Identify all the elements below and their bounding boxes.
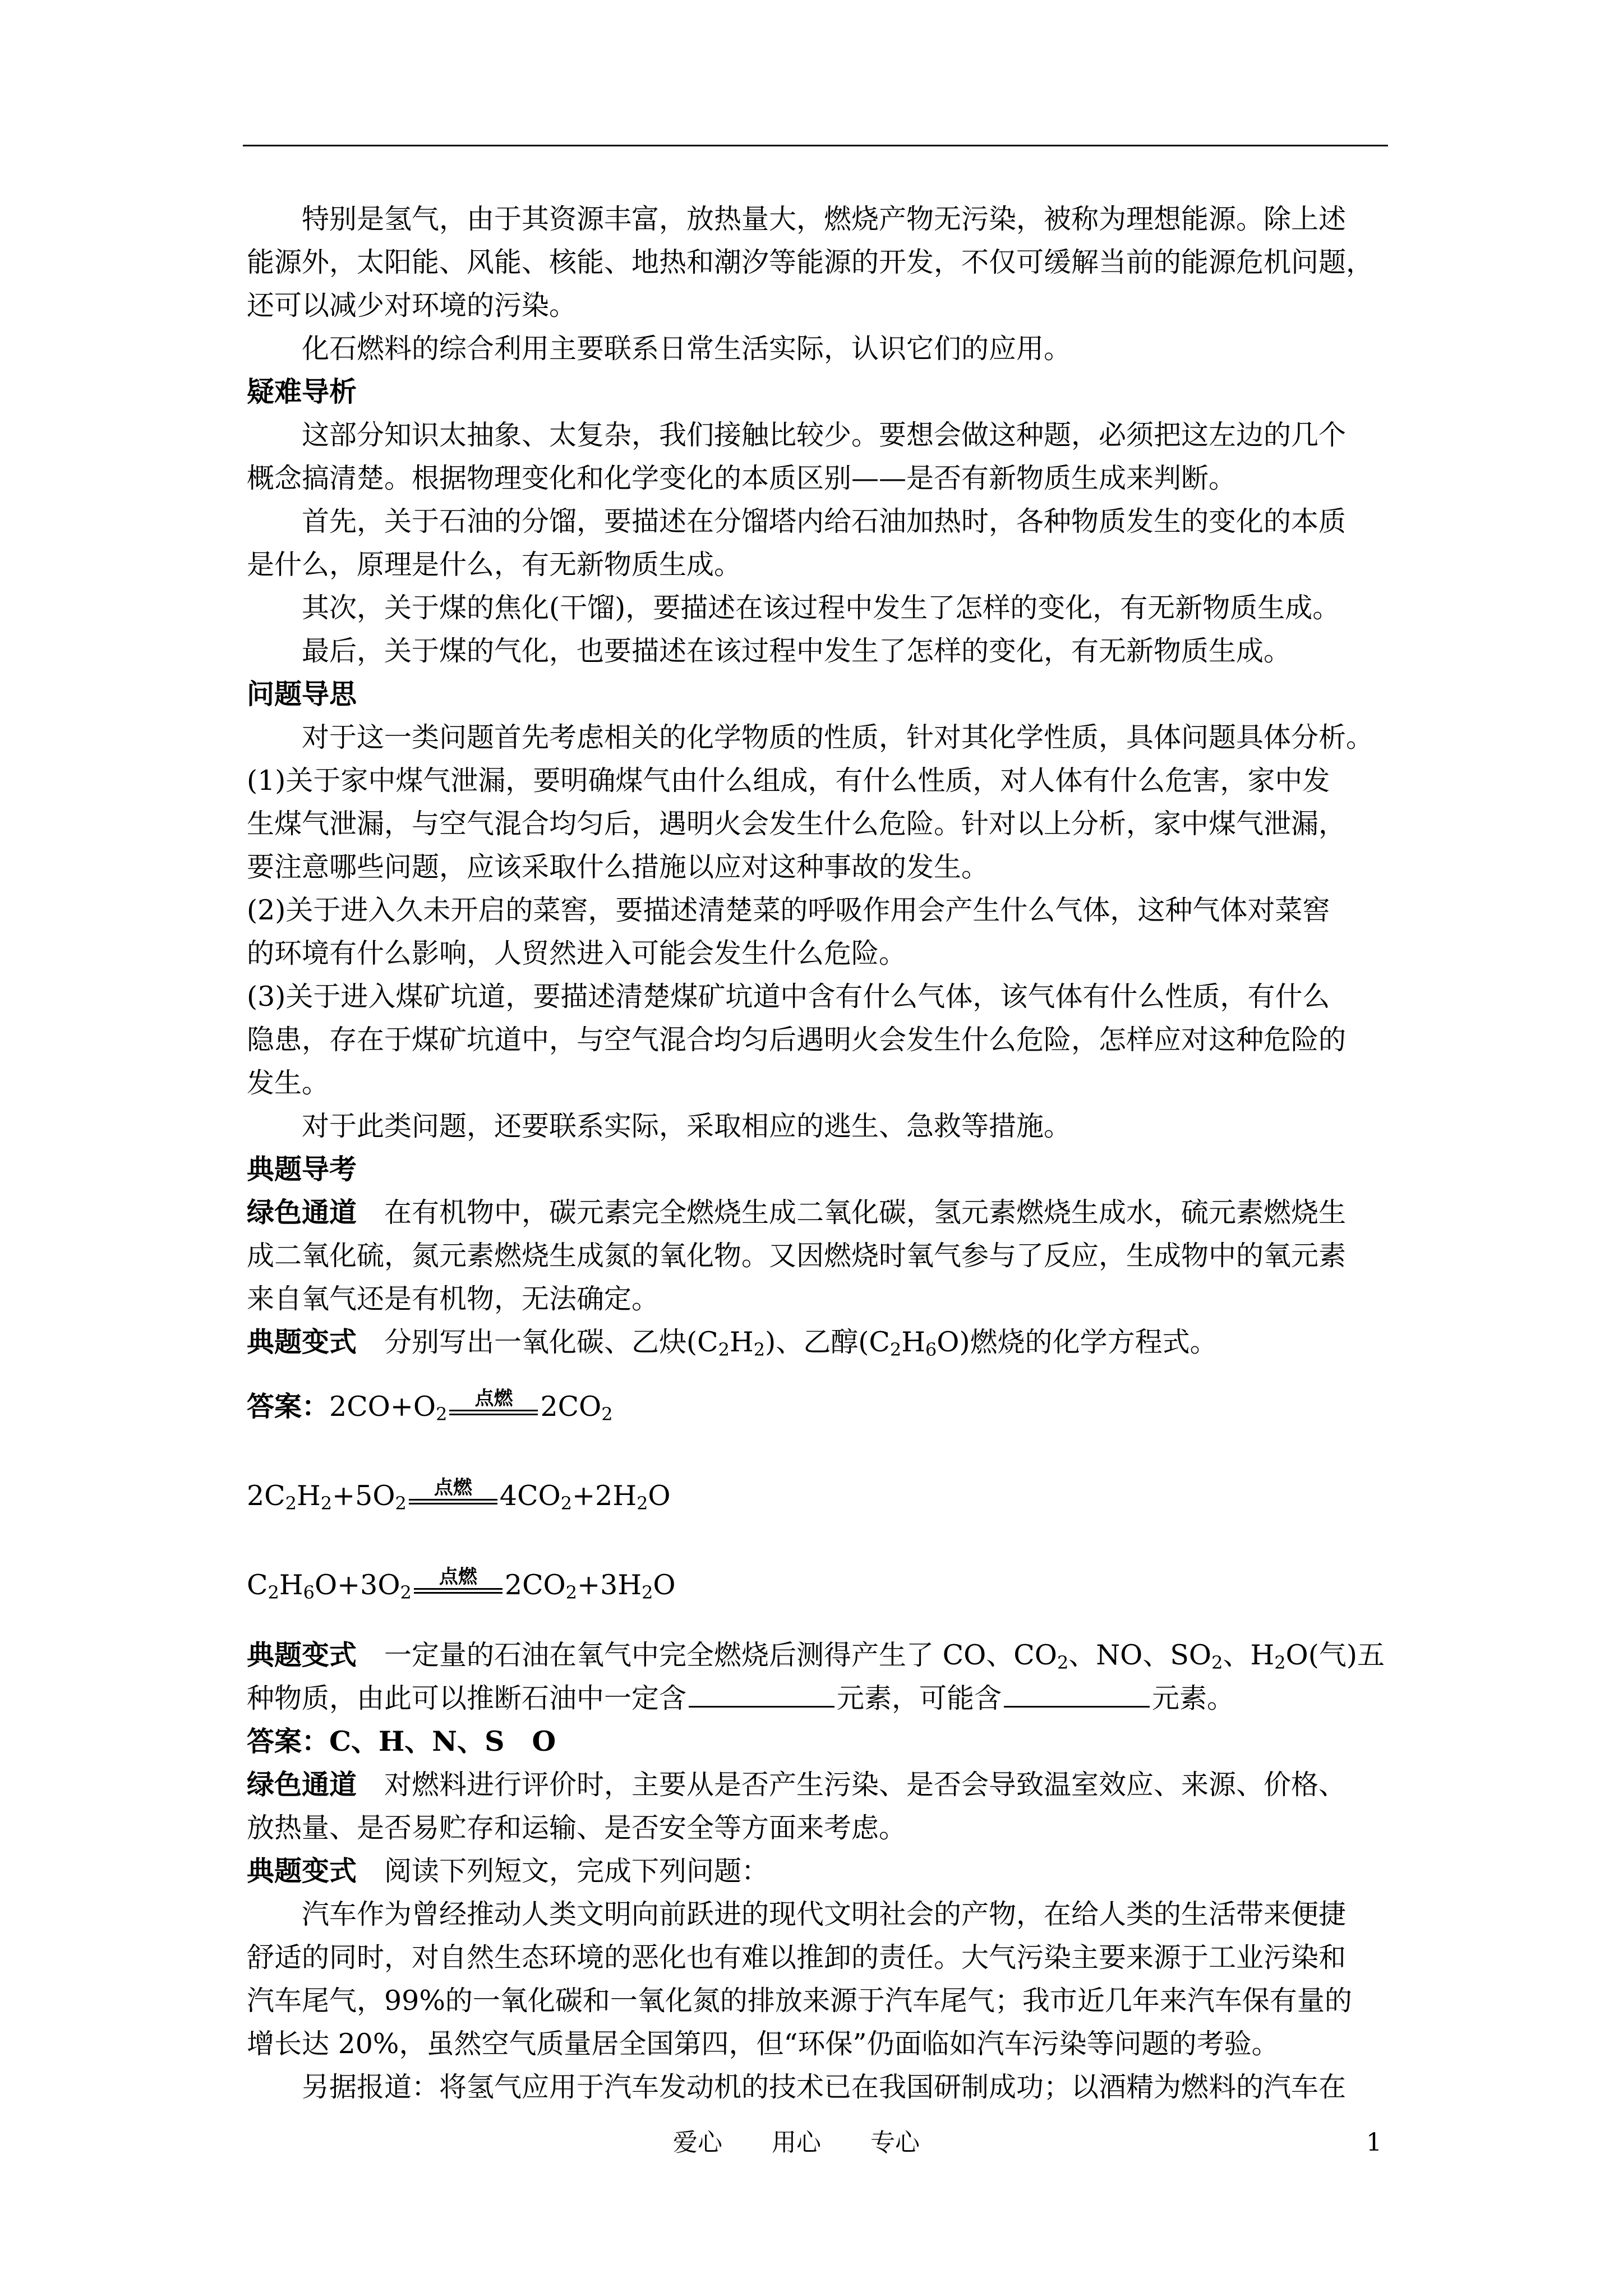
equation-acetylene: $2C_2H_2+5O_2$ 点燃 $4CO_2+2H_2O$ [247, 1476, 671, 1514]
paragraph-line [247, 1849, 1396, 1893]
equation-text: +5O [332, 1480, 395, 1512]
section-heading-thinking: 问题导思 [247, 678, 357, 710]
equation-text: +2H [572, 1480, 637, 1512]
paragraph-line: 生煤气泄漏，与空气混合均匀后，遇明火会发生什么危险。针对以上分析，家中煤气泄漏， [247, 808, 1347, 840]
page-number: 1 [1366, 2128, 1382, 2157]
condition-label: 点燃 [474, 1387, 513, 1410]
paragraph-line: 能源外，太阳能、风能、核能、地热和潮汐等能源的开发，不仅可缓解当前的能源危机问题， [247, 246, 1374, 278]
answer-label: 答案： [247, 1390, 330, 1423]
equation-text: +3H [577, 1569, 642, 1601]
paragraph-text: 对燃料进行评价时，主要从是否产生污染、是否会导致温室效应、来源、价格、 [384, 1769, 1347, 1801]
paragraph-text: )、乙醇(C [765, 1326, 890, 1358]
variant-label: 典题变式 [247, 1326, 357, 1358]
paragraph-line: 舒适的同时，对自然生态环境的恶化也有难以推卸的责任。大气污染主要来源于工业污染和 [247, 1941, 1347, 1973]
paragraph-text: 元素。 [1152, 1682, 1235, 1714]
equation-text: 4CO [499, 1480, 561, 1512]
paragraph-line [247, 1763, 1396, 1806]
variant-label: 典题变式 [247, 1855, 357, 1887]
paragraph-line: 还可以减少对环境的污染。 [247, 289, 577, 321]
paragraph-text: 分别写出一氧化碳、乙炔(C [384, 1326, 718, 1358]
equation-text: O [653, 1569, 676, 1601]
paragraph-line: 首先，关于石油的分馏，要描述在分馏塔内给石油加热时，各种物质发生的变化的本质 [302, 505, 1347, 537]
paragraph-line: 隐患，存在于煤矿坑道中，与空气混合均匀后遇明火会发生什么危险，怎样应对这种危险的 [247, 1024, 1347, 1056]
equation-text: H [297, 1480, 321, 1512]
paragraph-line: 对于此类问题，还要联系实际，采取相应的逃生、急救等措施。 [302, 1110, 1072, 1142]
paragraph-line: 是什么，原理是什么，有无新物质生成。 [247, 549, 742, 581]
equation-co: 答案：$2CO+O_2$ 点燃 $2CO_2$ [247, 1387, 613, 1425]
paragraph-line: 概念搞清楚。根据物理变化和化学变化的本质区别——是否有新物质生成来判断。 [247, 462, 1237, 494]
footer-slogan: 爱心 用心 专心 [673, 2128, 920, 2157]
paragraph-text: 一定量的石油在氧气中完全燃烧后测得产生了 CO、CO [384, 1639, 1057, 1671]
condition-label: 点燃 [434, 1476, 472, 1499]
paragraph-text: 、NO、SO [1068, 1639, 1212, 1671]
equation-text: O [648, 1480, 671, 1512]
paragraph-line: (1)关于家中煤气泄漏，要明确煤气由什么组成，有什么性质，对人体有什么危害，家中发 [247, 765, 1330, 797]
variant-label: 典题变式 [247, 1639, 357, 1671]
paragraph-line: (3)关于进入煤矿坑道，要描述清楚煤矿坑道中含有什么气体，该气体有什么性质，有什么 [247, 981, 1330, 1013]
paragraph-line: 要注意哪些问题，应该采取什么措施以应对这种事故的发生。 [247, 851, 989, 883]
header-rule [243, 145, 1388, 146]
paragraph-line: 化石燃料的综合利用主要联系日常生活实际，认识它们的应用。 [302, 333, 1072, 365]
answer-label: 答案： [247, 1725, 330, 1757]
paragraph-line: 其次，关于煤的焦化(干馏)，要描述在该过程中发生了怎样的变化，有无新物质生成。 [302, 592, 1340, 624]
paragraph-text: 、H [1223, 1639, 1275, 1671]
paragraph-line [247, 1191, 1396, 1234]
reaction-condition [409, 1476, 497, 1505]
reaction-condition [449, 1387, 538, 1416]
page-content [247, 197, 1396, 2109]
green-channel-label: 绿色通道 [247, 1768, 357, 1801]
equation-text: 2CO [504, 1569, 566, 1601]
paragraph-line: 汽车作为曾经推动人类文明向前跃进的现代文明社会的产物，在给人类的生活带来便捷 [302, 1898, 1347, 1930]
paragraph-line: 汽车尾气，99%的一氧化碳和一氧化氮的排放来源于汽车尾气；我市近几年来汽车保有量的 [247, 1985, 1352, 2017]
answer-text: C、H、N、S O [329, 1725, 556, 1757]
paragraph-line: 最后，关于煤的气化，也要描述在该过程中发生了怎样的变化，有无新物质生成。 [302, 635, 1292, 667]
paragraph-line: 典题变式 分别写出一氧化碳、乙炔$(C_2H_2)$、乙醇$(C_2H_6O)$燃烧的化学方程式。 [247, 1326, 1218, 1360]
answer-line [247, 1720, 1396, 1763]
paragraph-line: (2)关于进入久未开启的菜窖，要描述清楚菜的呼吸作用会产生什么气体，这种气体对菜窖 [247, 894, 1330, 926]
equation-ethanol: $C_2H_6O+3O_2$ 点燃 $2CO_2+3H_2O$ [247, 1566, 676, 1603]
paragraph-line: 对于这一类问题首先考虑相关的化学物质的性质，针对其化学性质，具体问题具体分析。 [302, 721, 1374, 753]
section-heading-difficulty: 疑难导析 [247, 375, 357, 408]
paragraph-text: 阅读下列短文，完成下列问题： [384, 1855, 769, 1887]
paragraph-line: 增长达 20%，虽然空气质量居全国第四，但“环保”仍面临如汽车污染等问题的考验。 [247, 2028, 1279, 2060]
equation-text: H [279, 1569, 303, 1601]
equation-text: O+3O [314, 1569, 400, 1601]
paragraph-line: 特别是氢气，由于其资源丰富，放热量大，燃烧产物无污染，被称为理想能源。除上述 [302, 203, 1347, 235]
paragraph-text: 在有机物中，碳元素完全燃烧生成二氧化碳，氢元素燃烧生成水，硫元素燃烧生 [384, 1197, 1347, 1228]
condition-label: 点燃 [439, 1566, 477, 1588]
green-channel-label: 绿色通道 [247, 1196, 357, 1228]
answer-blank[interactable] [689, 1681, 834, 1708]
section-heading-exam: 典题导考 [247, 1153, 357, 1185]
paragraph-line [247, 1677, 1396, 1720]
equation-text: 2C [247, 1480, 285, 1512]
equation-text: 2CO+O [329, 1391, 436, 1423]
paragraph-text: O(气)五 [1285, 1639, 1385, 1671]
paragraph-line: 来自氧气还是有机物，无法确定。 [247, 1283, 660, 1315]
paragraph-line: 的环境有什么影响，人贸然进入可能会发生什么危险。 [247, 937, 907, 969]
paragraph-line: 这部分知识太抽象、太复杂，我们接触比较少。要想会做这种题，必须把这左边的几个 [302, 419, 1347, 451]
reaction-condition [414, 1566, 502, 1594]
paragraph-line: 发生。 [247, 1067, 330, 1099]
equation-text: C [247, 1569, 268, 1601]
paragraph-text: 种物质，由此可以推断石油中一定含 [247, 1682, 687, 1714]
paragraph-line: 成二氧化硫，氮元素燃烧生成氮的氧化物。又因燃烧时氧气参与了反应，生成物中的氧元素 [247, 1240, 1347, 1272]
paragraph-line: 另据报道：将氢气应用于汽车发动机的技术已在我国研制成功；以酒精为燃料的汽车在 [302, 2071, 1347, 2103]
paragraph-line: 典题变式 一定量的石油在氧气中完全燃烧后测得产生了 CO、$CO_2$、NO、$SO_2$、$H_2O$(气)五 [247, 1639, 1385, 1673]
paragraph-text: 元素，可能含 [837, 1682, 1002, 1714]
answer-blank[interactable] [1004, 1681, 1150, 1708]
paragraph-text: O)燃烧的化学方程式。 [937, 1326, 1218, 1358]
equation-text: 2CO [540, 1391, 602, 1423]
paragraph-line: 放热量、是否易贮存和运输、是否安全等方面来考虑。 [247, 1812, 907, 1844]
